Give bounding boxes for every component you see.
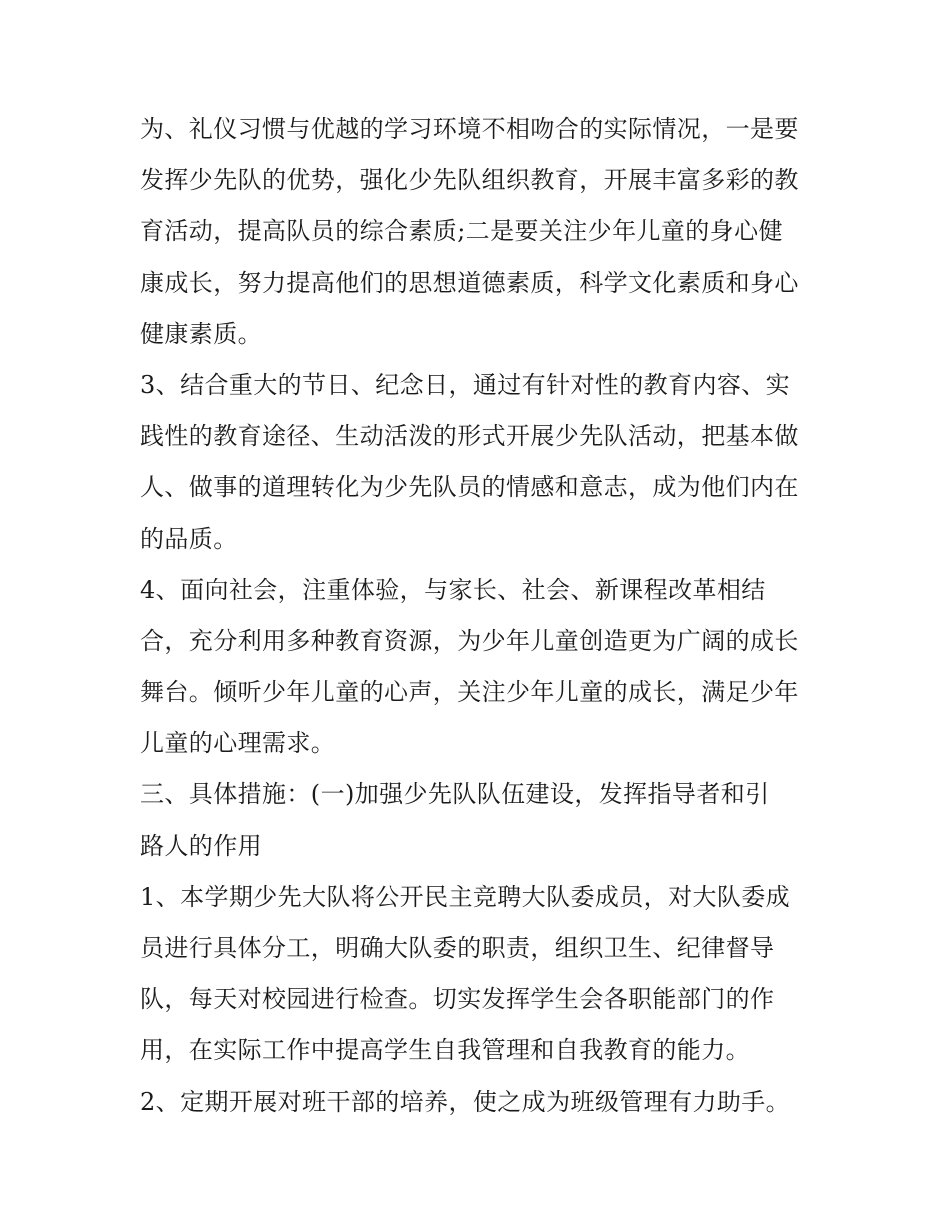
text-line-11: 合，充分利用多种教育资源，为少年儿童创造更为广阔的成长 bbox=[140, 626, 799, 655]
document-body bbox=[140, 104, 820, 1128]
text-line-7: 践性的教育途径、生动活泼的形式开展少先队活动，把基本做 bbox=[140, 422, 799, 451]
text-line-13: 儿童的心理需求。 bbox=[140, 729, 336, 758]
text-line-17: 员进行具体分工，明确大队委的职责，组织卫生、纪律督导 bbox=[140, 934, 775, 962]
text-line-8: 人、做事的道理转化为少先队员的情感和意志，成为他们内在 bbox=[140, 473, 799, 502]
text-line-1: 为、礼仪习惯与优越的学习环境不相吻合的实际情况，一是要 bbox=[140, 115, 799, 143]
text-line-16: 1、本学期少先大队将公开民主竞聘大队委成员，对大队委成 bbox=[140, 882, 791, 911]
text-line-6: 3、结合重大的节日、纪念日，通过有针对性的教育内容、实 bbox=[140, 370, 791, 399]
text-line-18: 队，每天对校园进行检查。切实发挥学生会各职能部门的作 bbox=[140, 985, 775, 1014]
text-line-4: 康成长，努力提高他们的思想道德素质，科学文化素质和身心 bbox=[140, 268, 799, 297]
text-line-3: 育活动，提高队员的综合素质;二是要关注少年儿童的身心健 bbox=[140, 217, 783, 246]
text-line-5: 健康素质。 bbox=[140, 319, 262, 348]
text-line-2: 发挥少先队的优势，强化少先队组织教育，开展丰富多彩的教 bbox=[140, 166, 799, 195]
text-line-19: 用，在实际工作中提高学生自我管理和自我教育的能力。 bbox=[140, 1036, 750, 1065]
text-line-14: 三、具体措施：(一)加强少先队队伍建设，发挥指导者和引 bbox=[140, 780, 770, 809]
text-line-20: 2、定期开展对班干部的培养，使之成为班级管理有力助手。 bbox=[140, 1087, 791, 1116]
text-line-10: 4、面向社会，注重体验，与家长、社会、新课程改革相结 bbox=[140, 575, 766, 604]
text-line-15: 路人的作用 bbox=[140, 831, 262, 860]
text-line-9: 的品质。 bbox=[140, 524, 238, 553]
text-line-12: 舞台。倾听少年儿童的心声，关注少年儿童的成长，满足少年 bbox=[140, 678, 799, 707]
